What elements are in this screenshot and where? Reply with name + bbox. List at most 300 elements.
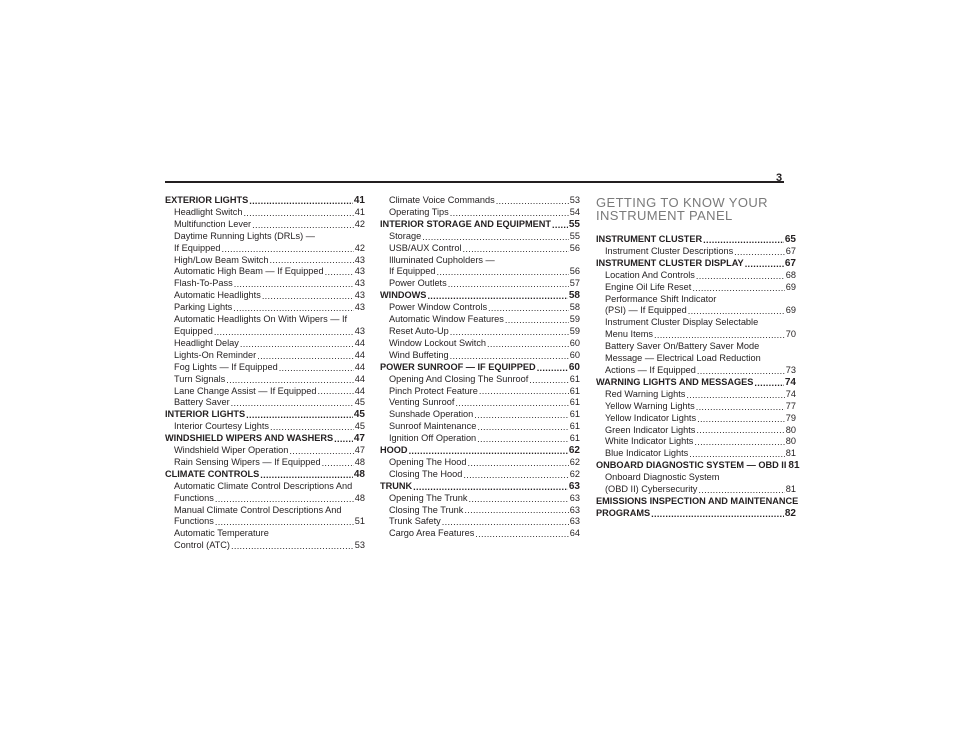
toc-entry-title: Lights-On Reminder bbox=[174, 349, 257, 360]
toc-entry[interactable] bbox=[596, 436, 796, 448]
toc-entry[interactable] bbox=[380, 505, 580, 517]
toc-entry-title: TRUNK bbox=[380, 480, 413, 491]
toc-page-number: 51 bbox=[354, 516, 365, 527]
toc-entry[interactable] bbox=[165, 219, 365, 231]
toc-page-number: 56 bbox=[569, 242, 580, 253]
toc-page-number: 60 bbox=[568, 361, 580, 373]
toc-entry[interactable] bbox=[596, 246, 796, 258]
toc-entry-title: HOOD bbox=[380, 445, 408, 456]
dot-leader bbox=[703, 235, 784, 244]
toc-entry-title: CLIMATE CONTROLS bbox=[165, 468, 260, 479]
dot-leader bbox=[529, 375, 568, 384]
toc-entry[interactable] bbox=[380, 326, 580, 338]
toc-page-number: 61 bbox=[569, 433, 580, 444]
toc-entry-title: Parking Lights bbox=[174, 302, 233, 313]
toc-page-number: 55 bbox=[569, 230, 580, 241]
toc-entry-title: Opening And Closing The Sunroof bbox=[389, 373, 529, 384]
toc-entry[interactable] bbox=[596, 305, 796, 317]
toc-page-number: 53 bbox=[569, 195, 580, 205]
toc-entry[interactable] bbox=[165, 243, 365, 255]
dot-leader bbox=[463, 244, 569, 253]
toc-entry-title: High/Low Beam Switch bbox=[174, 254, 269, 265]
toc-chapter-entry[interactable] bbox=[380, 290, 580, 302]
toc-chapter-entry[interactable] bbox=[165, 469, 365, 481]
toc-page-number: 55 bbox=[568, 218, 580, 230]
toc-entry[interactable] bbox=[596, 329, 796, 341]
toc-entry[interactable] bbox=[596, 282, 796, 294]
toc-entry-title: Automatic High Beam — If Equipped bbox=[174, 266, 324, 277]
dot-leader bbox=[234, 279, 354, 288]
toc-page-number: 43 bbox=[354, 302, 365, 313]
toc-entry[interactable] bbox=[380, 278, 580, 290]
toc-entry-title: Location And Controls bbox=[605, 269, 695, 280]
dot-leader bbox=[450, 208, 569, 217]
dot-leader bbox=[448, 279, 569, 288]
toc-chapter-entry[interactable] bbox=[165, 409, 365, 421]
toc-page-number: 59 bbox=[569, 325, 580, 336]
toc-entry-title: INSTRUMENT CLUSTER bbox=[596, 234, 703, 244]
toc-page-number: 74 bbox=[785, 388, 796, 399]
toc-chapter-entry[interactable] bbox=[596, 377, 796, 389]
toc-entry[interactable] bbox=[380, 207, 580, 219]
header-rule bbox=[165, 181, 784, 183]
dot-leader bbox=[692, 283, 784, 292]
toc-chapter-entry[interactable] bbox=[165, 195, 365, 207]
toc-entry-text-continued: EMISSIONS INSPECTION AND MAINTENANCE bbox=[596, 495, 799, 506]
toc-page-number: 60 bbox=[569, 337, 580, 348]
toc-chapter-entry[interactable] bbox=[380, 481, 580, 493]
toc-page-number: 74 bbox=[784, 376, 796, 388]
toc-entry[interactable] bbox=[380, 350, 580, 362]
toc-entry-title: ONBOARD DIAGNOSTIC SYSTEM — OBD II bbox=[596, 460, 787, 471]
toc-page-number: 44 bbox=[354, 385, 365, 396]
toc-entry[interactable] bbox=[380, 469, 580, 481]
dot-leader bbox=[231, 398, 354, 407]
toc-entry-title: Climate Voice Commands bbox=[389, 195, 495, 205]
toc-page-number: 73 bbox=[785, 364, 796, 375]
toc-entry-title: Trunk Safety bbox=[389, 516, 441, 527]
dot-leader bbox=[214, 327, 354, 336]
toc-chapter-entry[interactable] bbox=[596, 508, 796, 520]
toc-entry[interactable] bbox=[380, 314, 580, 326]
toc-page-number: 64 bbox=[569, 528, 580, 539]
toc-entry-title: WINDOWS bbox=[380, 290, 427, 301]
toc-entry-text-continued: Illuminated Cupholders — bbox=[389, 254, 495, 265]
dot-leader bbox=[322, 458, 354, 467]
section-title: GETTING TO KNOW YOUR INSTRUMENT PANEL bbox=[596, 195, 768, 223]
toc-entry[interactable] bbox=[596, 270, 796, 282]
dot-leader bbox=[233, 303, 354, 312]
toc-entry-title: Venting Sunroof bbox=[389, 397, 455, 408]
toc-page-number: 80 bbox=[785, 424, 796, 435]
toc-entry-text-continued: Performance Shift Indicator bbox=[605, 293, 717, 304]
toc-entry[interactable] bbox=[380, 374, 580, 386]
toc-entry-title: INTERIOR LIGHTS bbox=[165, 409, 246, 420]
toc-entry[interactable] bbox=[165, 386, 365, 398]
toc-page-number: 44 bbox=[354, 373, 365, 384]
toc-entry-title: Functions bbox=[174, 516, 214, 527]
toc-page-number: 43 bbox=[354, 266, 365, 277]
toc-entry-title: Equipped bbox=[174, 325, 213, 336]
toc-entry-title: Closing The Hood bbox=[389, 468, 463, 479]
toc-entry[interactable] bbox=[165, 302, 365, 314]
toc-entry-title: Sunroof Maintenance bbox=[389, 421, 477, 432]
toc-page-number: 59 bbox=[569, 314, 580, 325]
toc-page-number: 56 bbox=[569, 266, 580, 277]
toc-entry-title: (PSI) — If Equipped bbox=[605, 305, 687, 316]
toc-entry[interactable] bbox=[165, 457, 365, 469]
toc-entry-title: Closing The Trunk bbox=[389, 504, 464, 515]
dot-leader bbox=[552, 220, 568, 229]
toc-entry[interactable] bbox=[380, 528, 580, 540]
dot-leader bbox=[479, 386, 569, 395]
toc-entry-title: If Equipped bbox=[389, 266, 436, 277]
toc-entry[interactable] bbox=[165, 540, 365, 552]
toc-entry[interactable] bbox=[165, 374, 365, 386]
toc-entry-title: Power Outlets bbox=[389, 278, 447, 289]
toc-page-number: 68 bbox=[785, 269, 796, 280]
dot-leader bbox=[477, 422, 568, 431]
dot-leader bbox=[475, 529, 568, 538]
dot-leader bbox=[697, 414, 785, 423]
toc-entry[interactable] bbox=[380, 409, 580, 421]
toc-entry-title: Battery Saver bbox=[174, 397, 230, 408]
toc-page-number: 43 bbox=[354, 290, 365, 301]
dot-leader bbox=[270, 422, 354, 431]
toc-page-number: 60 bbox=[569, 349, 580, 360]
dot-leader bbox=[537, 363, 568, 372]
toc-entry-title: Power Window Controls bbox=[389, 302, 488, 313]
dot-leader bbox=[696, 271, 785, 280]
toc-entry-title: Opening The Trunk bbox=[389, 492, 468, 503]
page-number: 3 bbox=[776, 172, 783, 184]
toc-entry-title: Interior Courtesy Lights bbox=[174, 421, 269, 432]
toc-entry-title: Ignition Off Operation bbox=[389, 433, 477, 444]
toc-entry[interactable] bbox=[165, 278, 365, 290]
toc-entry[interactable] bbox=[380, 195, 580, 207]
toc-page-number: 61 bbox=[569, 421, 580, 432]
toc-page-number: 70 bbox=[785, 329, 796, 340]
toc-page-number: 42 bbox=[354, 242, 365, 253]
toc-page-number: 65 bbox=[784, 234, 796, 245]
dot-leader bbox=[422, 232, 569, 241]
dot-leader bbox=[269, 255, 353, 264]
toc-entry-title: Flash-To-Pass bbox=[174, 278, 233, 289]
dot-leader bbox=[697, 366, 785, 375]
toc-chapter-entry[interactable] bbox=[165, 433, 365, 445]
toc-entry[interactable] bbox=[596, 448, 796, 460]
toc-entry-title: Menu Items bbox=[605, 329, 653, 340]
toc-page-number: 42 bbox=[354, 218, 365, 229]
toc-page-number: 45 bbox=[354, 421, 365, 432]
toc-entry[interactable] bbox=[596, 401, 796, 413]
toc-chapter-entry[interactable] bbox=[596, 258, 796, 270]
dot-leader bbox=[696, 402, 785, 411]
toc-entry-title: (OBD II) Cybersecurity bbox=[605, 484, 698, 495]
toc-entry-title: EXTERIOR LIGHTS bbox=[165, 195, 249, 205]
toc-page-number: 62 bbox=[568, 445, 580, 457]
toc-entry[interactable] bbox=[165, 445, 365, 457]
dot-leader bbox=[694, 437, 784, 446]
dot-leader bbox=[413, 482, 568, 491]
toc-entry[interactable] bbox=[380, 421, 580, 433]
toc-chapter-entry[interactable] bbox=[596, 460, 800, 472]
toc-entry[interactable] bbox=[596, 413, 796, 425]
dot-leader bbox=[487, 339, 569, 348]
toc-entry-title: Reset Auto-Up bbox=[389, 325, 449, 336]
toc-entry-text-continued: Instrument Cluster Display Selectable bbox=[605, 317, 759, 328]
toc-entry-title: Automatic Window Features bbox=[389, 314, 504, 325]
dot-leader bbox=[226, 375, 354, 384]
dot-leader bbox=[279, 363, 354, 372]
toc-entry[interactable] bbox=[380, 457, 580, 469]
dot-leader bbox=[688, 306, 785, 315]
toc-page-number: 53 bbox=[354, 540, 365, 551]
toc-entry-title: Fog Lights — If Equipped bbox=[174, 361, 278, 372]
dot-leader bbox=[450, 327, 569, 336]
toc-entry-title: Green Indicator Lights bbox=[605, 424, 696, 435]
toc-page-number: 69 bbox=[785, 281, 796, 292]
dot-leader bbox=[437, 267, 569, 276]
toc-page-number: 61 bbox=[569, 409, 580, 420]
toc-entry-title: Lane Change Assist — If Equipped bbox=[174, 385, 317, 396]
toc-chapter-entry[interactable] bbox=[380, 362, 580, 374]
dot-leader bbox=[455, 398, 568, 407]
toc-entry-title: Instrument Cluster Descriptions bbox=[605, 245, 734, 256]
toc-page-number: 63 bbox=[569, 492, 580, 503]
toc-page-number: 48 bbox=[354, 492, 365, 503]
toc-page-number: 62 bbox=[569, 468, 580, 479]
toc-page-number: 82 bbox=[784, 507, 796, 519]
toc-page-number: 63 bbox=[569, 516, 580, 527]
dot-leader bbox=[215, 494, 354, 503]
dot-leader bbox=[488, 303, 569, 312]
toc-entry[interactable] bbox=[596, 484, 796, 496]
toc-page-number: 45 bbox=[354, 397, 365, 408]
toc-page-number: 61 bbox=[569, 373, 580, 384]
toc-page-number: 57 bbox=[569, 278, 580, 289]
toc-page-number: 69 bbox=[785, 305, 796, 316]
toc-page-number: 43 bbox=[354, 325, 365, 336]
toc-entry[interactable] bbox=[380, 243, 580, 255]
toc-entry-title: Opening The Hood bbox=[389, 456, 467, 467]
toc-page-number: 43 bbox=[354, 254, 365, 265]
toc-page-number: 63 bbox=[568, 480, 580, 492]
toc-entry[interactable] bbox=[596, 425, 796, 437]
toc-entry[interactable] bbox=[596, 389, 796, 401]
dot-leader bbox=[442, 517, 569, 526]
toc-entry[interactable] bbox=[165, 421, 365, 433]
toc-entry-title: Actions — If Equipped bbox=[605, 364, 696, 375]
toc-page-number: 58 bbox=[569, 302, 580, 313]
dot-leader bbox=[698, 485, 784, 494]
toc-entry-title: Window Lockout Switch bbox=[389, 337, 487, 348]
toc-entry[interactable] bbox=[380, 386, 580, 398]
dot-leader bbox=[745, 259, 784, 268]
dot-leader bbox=[464, 505, 568, 514]
dot-leader bbox=[468, 494, 568, 503]
toc-entry[interactable] bbox=[165, 255, 365, 267]
toc-entry-title: Pinch Protect Feature bbox=[389, 385, 478, 396]
dot-leader bbox=[754, 378, 783, 387]
toc-entry-title: WARNING LIGHTS AND MESSAGES bbox=[596, 376, 754, 387]
toc-entry[interactable] bbox=[165, 493, 365, 505]
toc-entry-title: Blue Indicator Lights bbox=[605, 448, 689, 459]
toc-page-number: 43 bbox=[354, 278, 365, 289]
dot-leader bbox=[463, 470, 568, 479]
toc-entry-title: Rain Sensing Wipers — If Equipped bbox=[174, 456, 321, 467]
toc-entry-title: USB/AUX Control bbox=[389, 242, 462, 253]
dot-leader bbox=[231, 541, 354, 550]
toc-page-number: 77 bbox=[785, 400, 796, 411]
toc-entry-title: Red Warning Lights bbox=[605, 388, 686, 399]
toc-column-3 bbox=[596, 195, 800, 520]
dot-leader bbox=[409, 446, 568, 455]
toc-entry-title: Wind Buffeting bbox=[389, 349, 449, 360]
toc-entry-text-continued: Daytime Running Lights (DRLs) — bbox=[174, 230, 315, 241]
toc-entry-text-continued: Onboard Diagnostic System bbox=[605, 472, 720, 483]
dot-leader bbox=[467, 458, 568, 467]
toc-chapter-entry[interactable] bbox=[596, 234, 796, 246]
toc-entry-title: White Indicator Lights bbox=[605, 436, 694, 447]
dot-leader bbox=[651, 509, 784, 518]
toc-entry-title: Yellow Warning Lights bbox=[605, 400, 695, 411]
toc-page-number: 54 bbox=[569, 206, 580, 217]
toc-entry-title: Operating Tips bbox=[389, 206, 449, 217]
toc-entry[interactable] bbox=[165, 326, 365, 338]
toc-page-number: 81 bbox=[788, 460, 800, 472]
toc-entry[interactable] bbox=[380, 397, 580, 409]
toc-entry[interactable] bbox=[380, 231, 580, 243]
toc-entry[interactable] bbox=[165, 266, 365, 278]
toc-page-number: 44 bbox=[354, 337, 365, 348]
toc-column-1 bbox=[165, 195, 365, 552]
toc-entry-title: INTERIOR STORAGE AND EQUIPMENT bbox=[380, 218, 551, 229]
dot-leader bbox=[252, 220, 354, 229]
dot-leader bbox=[496, 196, 569, 205]
dot-leader bbox=[246, 410, 353, 419]
toc-entry-title: Yellow Indicator Lights bbox=[605, 412, 697, 423]
toc-entry[interactable] bbox=[380, 266, 580, 278]
toc-page-number: 62 bbox=[569, 456, 580, 467]
dot-leader bbox=[505, 315, 569, 324]
toc-entry-title: Multifunction Lever bbox=[174, 218, 252, 229]
toc-entry[interactable] bbox=[380, 516, 580, 528]
dot-leader bbox=[215, 517, 354, 526]
toc-entry-title: Storage bbox=[389, 230, 422, 241]
toc-entry[interactable] bbox=[380, 302, 580, 314]
dot-leader bbox=[318, 386, 354, 395]
toc-entry[interactable] bbox=[380, 493, 580, 505]
dot-leader bbox=[689, 449, 785, 458]
toc-page-number: 80 bbox=[785, 436, 796, 447]
toc-entry-text-continued: Battery Saver On/Battery Saver Mode bbox=[605, 341, 760, 352]
toc-page-number: 47 bbox=[353, 433, 365, 445]
dot-leader bbox=[249, 196, 353, 205]
toc-entry-title: POWER SUNROOF — IF EQUIPPED bbox=[380, 361, 536, 372]
toc-entry[interactable] bbox=[165, 207, 365, 219]
dot-leader bbox=[260, 470, 353, 479]
toc-entry-text-continued: Message — Electrical Load Reduction bbox=[605, 353, 761, 364]
toc-entry-title: Engine Oil Life Reset bbox=[605, 281, 692, 292]
dot-leader bbox=[654, 330, 785, 339]
dot-leader bbox=[289, 446, 353, 455]
toc-page-number: 48 bbox=[354, 456, 365, 467]
toc-page-number: 61 bbox=[569, 385, 580, 396]
toc-entry-text-continued: Automatic Climate Control Descriptions And bbox=[174, 480, 353, 491]
toc-page-number: 41 bbox=[353, 195, 365, 206]
toc-page-number: 47 bbox=[354, 445, 365, 456]
toc-entry-title: Headlight Switch bbox=[174, 206, 243, 217]
dot-leader bbox=[262, 291, 354, 300]
toc-entry[interactable] bbox=[165, 516, 365, 528]
toc-page-number: 44 bbox=[354, 349, 365, 360]
toc-entry-title: PROGRAMS bbox=[596, 507, 651, 518]
toc-entry-title: WINDSHIELD WIPERS AND WASHERS bbox=[165, 433, 334, 444]
toc-entry[interactable] bbox=[165, 362, 365, 374]
dot-leader bbox=[240, 339, 354, 348]
dot-leader bbox=[450, 351, 569, 360]
toc-entry[interactable] bbox=[165, 350, 365, 362]
toc-entry-title: Automatic Headlights bbox=[174, 290, 261, 301]
toc-page-number: 67 bbox=[785, 245, 796, 256]
toc-entry-title: Functions bbox=[174, 492, 214, 503]
toc-entry[interactable] bbox=[596, 365, 796, 377]
toc-page-number: 58 bbox=[568, 290, 580, 302]
dot-leader bbox=[477, 434, 569, 443]
toc-page-number: 48 bbox=[353, 468, 365, 480]
toc-page-number: 45 bbox=[353, 409, 365, 421]
toc-page-number: 41 bbox=[354, 206, 365, 217]
toc-chapter-entry[interactable] bbox=[380, 219, 580, 231]
toc-chapter-entry[interactable] bbox=[380, 445, 580, 457]
dot-leader bbox=[257, 351, 354, 360]
toc-entry-title: Headlight Delay bbox=[174, 337, 239, 348]
dot-leader bbox=[243, 208, 353, 217]
toc-entry-text-continued: Automatic Temperature bbox=[174, 528, 269, 539]
toc-entry-text-continued: Automatic Headlights On With Wipers — If bbox=[174, 314, 348, 325]
toc-entry[interactable] bbox=[165, 290, 365, 302]
dot-leader bbox=[474, 410, 568, 419]
toc-page-number: 79 bbox=[785, 412, 796, 423]
toc-page-number: 81 bbox=[785, 484, 796, 495]
toc-entry-title: Turn Signals bbox=[174, 373, 226, 384]
toc-page-number: 44 bbox=[354, 361, 365, 372]
toc-entry-text-continued: Manual Climate Control Descriptions And bbox=[174, 504, 342, 515]
dot-leader bbox=[222, 244, 354, 253]
dot-leader bbox=[427, 291, 567, 300]
dot-leader bbox=[696, 425, 784, 434]
toc-page-number: 67 bbox=[784, 257, 796, 269]
toc-entry-title: Sunshade Operation bbox=[389, 409, 474, 420]
toc-entry-title: Windshield Wiper Operation bbox=[174, 445, 289, 456]
toc-column-2 bbox=[380, 195, 580, 540]
toc-entry-title: Cargo Area Features bbox=[389, 528, 475, 539]
toc-entry-title: If Equipped bbox=[174, 242, 221, 253]
toc-entry-title: Control (ATC) bbox=[174, 540, 230, 551]
toc-entry-title: INSTRUMENT CLUSTER DISPLAY bbox=[596, 257, 744, 268]
dot-leader bbox=[686, 390, 784, 399]
dot-leader bbox=[734, 247, 785, 256]
dot-leader bbox=[325, 267, 354, 276]
toc-page-number: 61 bbox=[569, 397, 580, 408]
toc-entry[interactable] bbox=[165, 338, 365, 350]
toc-page-number: 81 bbox=[785, 448, 796, 459]
toc-entry[interactable] bbox=[165, 397, 365, 409]
toc-page-number: 63 bbox=[569, 504, 580, 515]
toc-entry[interactable] bbox=[380, 338, 580, 350]
toc-entry[interactable] bbox=[380, 433, 580, 445]
